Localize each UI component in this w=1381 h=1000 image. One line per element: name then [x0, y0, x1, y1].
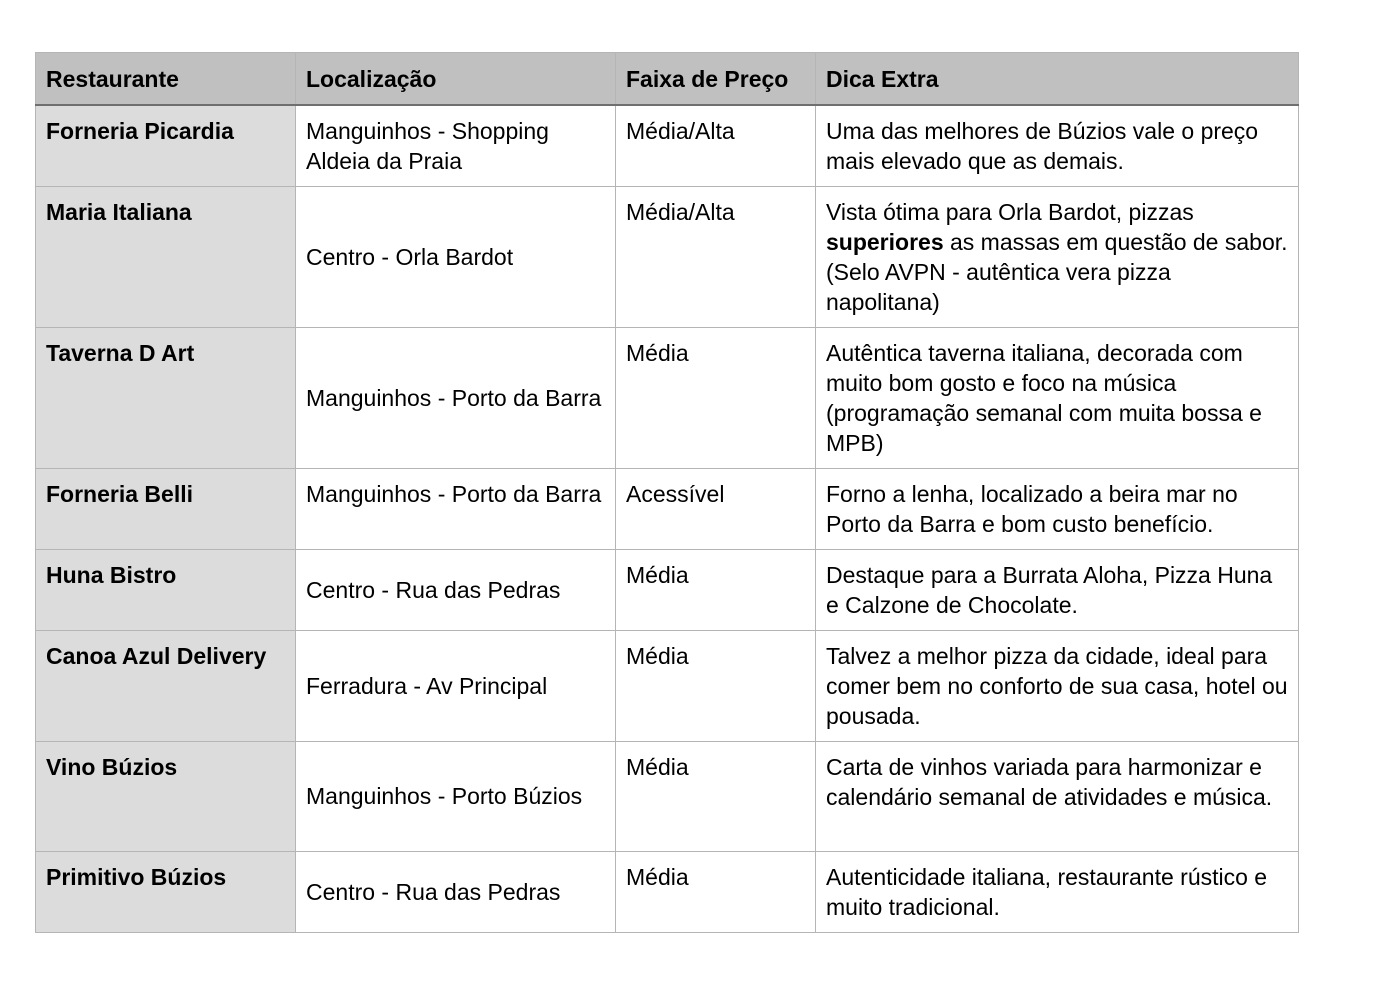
- header-row: [36, 53, 1299, 105]
- tip-text-end: as massas em questão de sabor. (Selo AVPN - autêntica vera pizza napolitana): [826, 228, 1288, 315]
- table-row: [36, 549, 1299, 630]
- restaurant-name: Canoa Azul Delivery: [36, 630, 296, 741]
- restaurant-price: Média: [616, 741, 816, 851]
- header-localizacao: Localização: [296, 53, 616, 105]
- restaurant-tip: Autenticidade italiana, restaurante rústico e muito tradicional.: [816, 851, 1299, 932]
- restaurant-price: Média/Alta: [616, 105, 816, 187]
- restaurant-location: Ferradura - Av Principal: [296, 630, 616, 741]
- table-header: [36, 53, 1299, 105]
- restaurant-tip: Autêntica taverna italiana, decorada com muito bom gosto e foco na música (programação semanal com muita bossa e MPB): [816, 327, 1299, 468]
- restaurant-tip: Uma das melhores de Búzios vale o preço mais elevado que as demais.: [816, 105, 1299, 187]
- table-row: [36, 851, 1299, 932]
- tip-text-bold: superiores: [826, 228, 944, 255]
- restaurant-location: Centro - Orla Bardot: [296, 186, 616, 327]
- restaurant-name: Taverna D Art: [36, 327, 296, 468]
- tip-text-start: Vista ótima para Orla Bardot, pizzas: [826, 198, 1194, 225]
- restaurant-location: Manguinhos - Porto da Barra: [296, 327, 616, 468]
- restaurant-tip: Carta de vinhos variada para harmonizar e calendário semanal de atividades e música.: [816, 741, 1299, 851]
- restaurant-name: Huna Bistro: [36, 549, 296, 630]
- restaurant-table: [35, 52, 1299, 933]
- restaurant-tip: [816, 186, 1299, 327]
- header-faixa-de-preco: Faixa de Preço: [616, 53, 816, 105]
- table-row: [36, 630, 1299, 741]
- restaurant-location: Centro - Rua das Pedras: [296, 851, 616, 932]
- restaurant-name: Maria Italiana: [36, 186, 296, 327]
- restaurant-price: Média/Alta: [616, 186, 816, 327]
- header-restaurante: Restaurante: [36, 53, 296, 105]
- table-row: [36, 327, 1299, 468]
- table-row: [36, 105, 1299, 187]
- table-row: [36, 741, 1299, 851]
- restaurant-name: Forneria Belli: [36, 468, 296, 549]
- restaurant-name: Forneria Picardia: [36, 105, 296, 187]
- table-row: [36, 186, 1299, 327]
- header-dica-extra: Dica Extra: [816, 53, 1299, 105]
- restaurant-name: Primitivo Búzios: [36, 851, 296, 932]
- restaurant-location: Manguinhos - Porto Búzios: [296, 741, 616, 851]
- table-body: [36, 105, 1299, 933]
- restaurant-price: Média: [616, 549, 816, 630]
- restaurant-price: Média: [616, 327, 816, 468]
- restaurant-tip: Talvez a melhor pizza da cidade, ideal para comer bem no conforto de sua casa, hotel ou pousada.: [816, 630, 1299, 741]
- restaurant-price: Acessível: [616, 468, 816, 549]
- restaurant-tip: Destaque para a Burrata Aloha, Pizza Huna e Calzone de Chocolate.: [816, 549, 1299, 630]
- restaurant-tip: Forno a lenha, localizado a beira mar no Porto da Barra e bom custo benefício.: [816, 468, 1299, 549]
- restaurant-price: Média: [616, 851, 816, 932]
- restaurant-name: Vino Búzios: [36, 741, 296, 851]
- restaurant-price: Média: [616, 630, 816, 741]
- restaurant-location: Centro - Rua das Pedras: [296, 549, 616, 630]
- restaurant-location: Manguinhos - Shopping Aldeia da Praia: [296, 105, 616, 187]
- restaurant-location: Manguinhos - Porto da Barra: [296, 468, 616, 549]
- table-row: [36, 468, 1299, 549]
